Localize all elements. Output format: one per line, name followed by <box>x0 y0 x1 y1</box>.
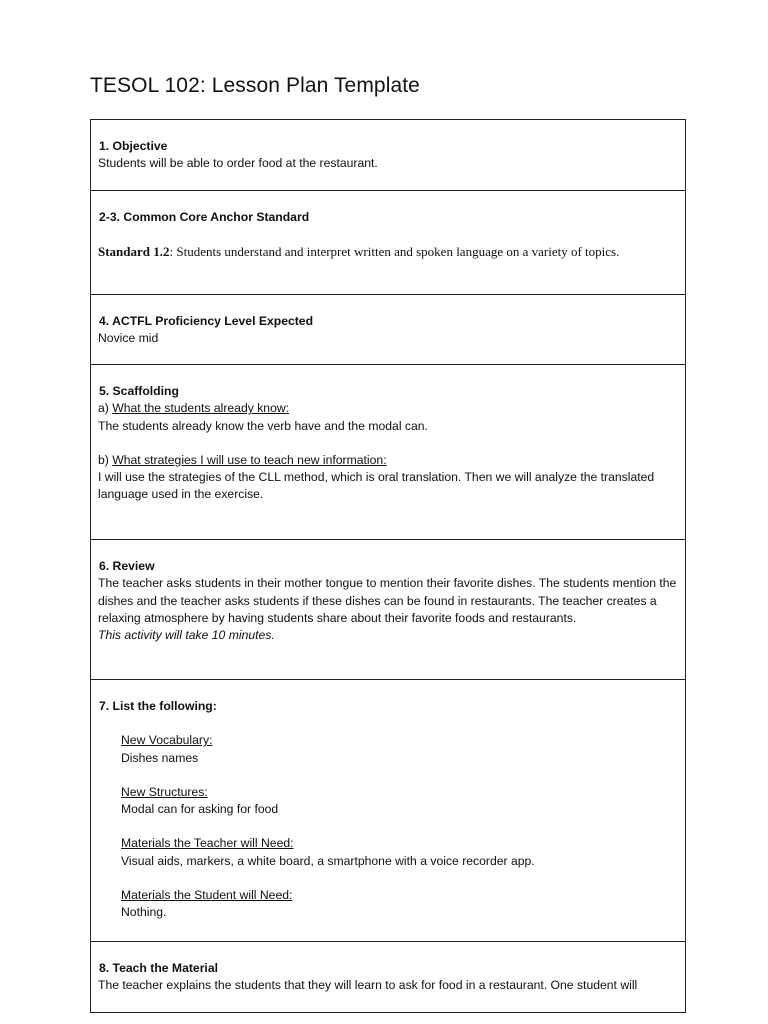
review-heading: 6. Review <box>99 559 155 573</box>
scaffolding-a-prefix: a) <box>98 401 113 416</box>
standard-text: : Students understand and interpret written and spoken language on a variety of topics. <box>169 244 620 260</box>
vocab-text: Dishes names <box>121 750 199 765</box>
scaffolding-b-prefix: b) <box>98 452 113 467</box>
list-body <box>98 732 677 921</box>
teach-section <box>91 942 685 1012</box>
standard-label: Standard 1.2 <box>98 244 170 260</box>
teach-text: The teacher explains the students that they will learn to ask for food in a restaurant. One student will <box>98 978 638 993</box>
vocab-label: New Vocabulary: <box>121 733 213 748</box>
objective-heading: 1. Objective <box>99 139 168 153</box>
standard-section <box>91 191 685 295</box>
standard-paragraph <box>98 243 677 260</box>
scaffolding-b-line <box>98 452 677 469</box>
page-title: TESOL 102: Lesson Plan Template <box>90 74 420 97</box>
scaffolding-a-line <box>98 400 677 417</box>
student-materials-text: Nothing. <box>121 905 167 920</box>
scaffolding-b-label: What strategies I will use to teach new information: <box>112 452 387 467</box>
standard-heading: 2-3. Common Core Anchor Standard <box>99 210 310 224</box>
teacher-materials-label: Materials the Teacher will Need: <box>121 836 294 851</box>
scaffolding-b-text: I will use the strategies of the CLL method, which is oral translation. Then we will analyze the translated language used in the exercise. <box>98 470 655 502</box>
teach-heading: 8. Teach the Material <box>99 961 218 975</box>
review-section <box>91 540 685 680</box>
structures-label: New Structures: <box>121 784 208 799</box>
scaffolding-a-text: The students already know the verb have and the modal can. <box>98 418 428 433</box>
actfl-text: Novice mid <box>98 331 159 346</box>
scaffolding-heading: 5. Scaffolding <box>99 384 179 398</box>
list-heading: 7. List the following: <box>99 699 217 713</box>
review-text: The teacher asks students in their mother tongue to mention their favorite dishes. The students mention the dishes and the teacher asks students if these dishes can be found in restaurants. The teacher creates a relaxing atmosphere by having students share about their favorite foods and restaurants. <box>98 576 677 625</box>
student-materials-label: Materials the Student will Need: <box>121 888 293 903</box>
scaffolding-a-label: What the students already know: <box>112 401 290 416</box>
teacher-materials-text: Visual aids, markers, a white board, a smartphone with a voice recorder app. <box>121 853 535 868</box>
objective-text: Students will be able to order food at the restaurant. <box>98 156 378 171</box>
scaffolding-section <box>91 365 685 540</box>
actfl-section <box>91 295 685 365</box>
review-duration: This activity will take 10 minutes. <box>98 628 275 643</box>
objective-section <box>91 120 685 191</box>
structures-text: Modal can for asking for food <box>121 802 279 817</box>
list-section <box>91 680 685 942</box>
lesson-plan-table <box>90 119 686 1013</box>
actfl-heading: 4. ACTFL Proficiency Level Expected <box>99 314 314 328</box>
